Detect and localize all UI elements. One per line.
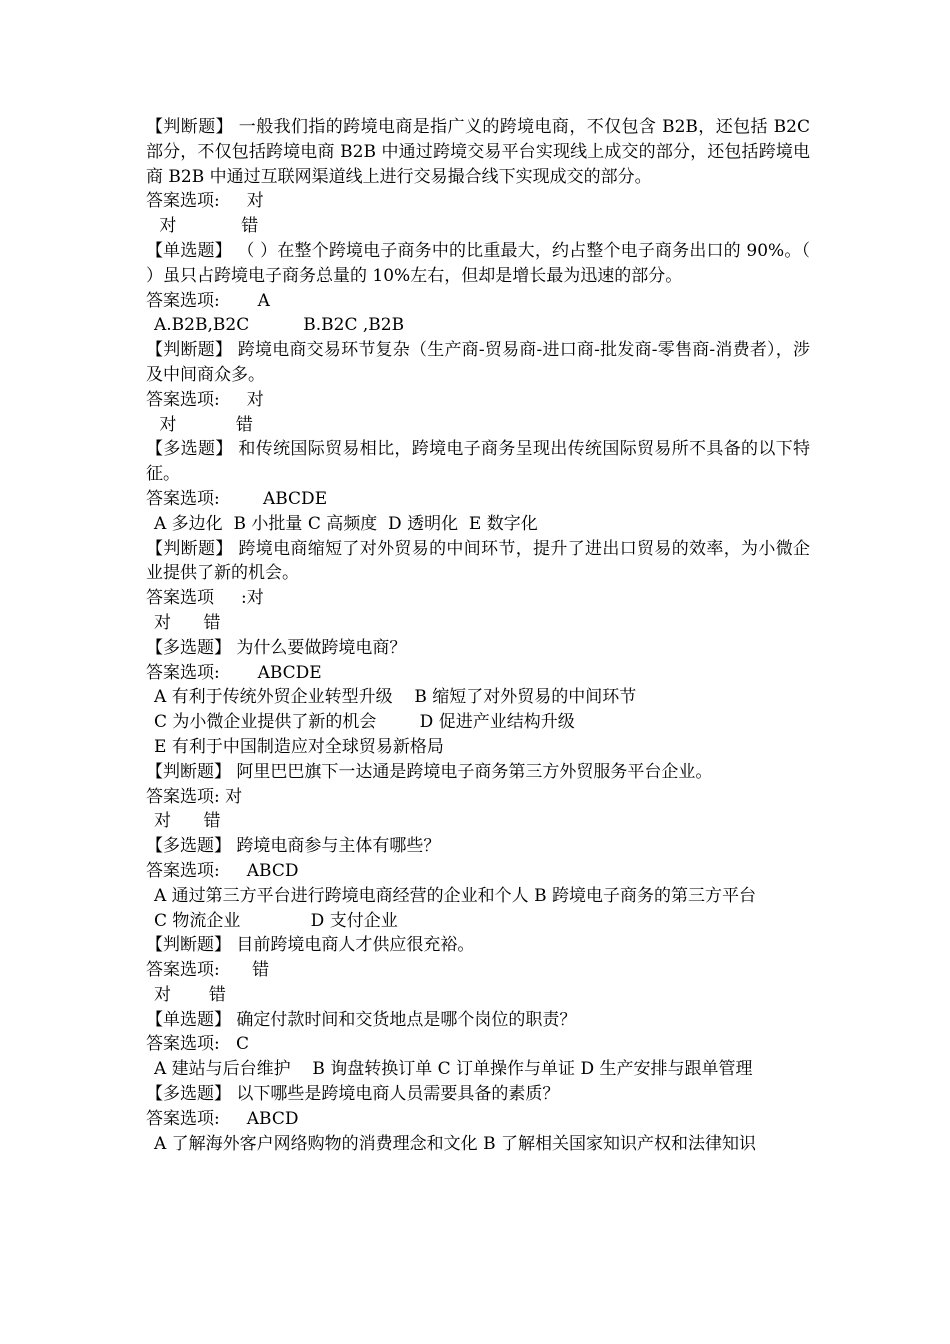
option: B 了解相关国家知识产权和法律知识 [483,1133,756,1154]
option: C 高频度 [307,513,378,534]
answer-label: 答案选项: [146,860,220,881]
options-1 [146,214,810,239]
option: A 有利于传统外贸企业转型升级 [154,687,393,708]
option: E 有利于中国制造应对全球贸易新格局 [154,736,444,757]
options-11 [146,1132,810,1157]
option: B 询盘转换订单 [312,1059,433,1080]
question-type: 【判断题】 [146,117,233,137]
answer-9 [146,958,810,983]
option: C 为小微企业提供了新的机会 [154,712,377,733]
option: 对 [154,612,171,633]
question-text: 为什么要做跨境电商？ [236,637,407,658]
question-3 [146,338,810,388]
question-type: 【单选题】 [146,240,232,261]
answer-7 [146,785,810,810]
option: D 生产安排与跟单管理 [580,1059,753,1080]
answer-value: 对 [246,191,264,212]
question-type: 【多选题】 [146,836,231,857]
question-8 [146,834,810,859]
answer-label: 答案选项: [146,662,220,683]
option: 对 [159,216,177,237]
options-9 [146,983,810,1008]
options-2 [146,313,810,338]
options-6a [146,685,810,710]
option: 对 [154,984,171,1005]
option: C 订单操作与单证 [437,1059,576,1080]
answer-4 [146,487,810,512]
options-8a [146,884,810,909]
question-text: 跨境电商缩短了对外贸易的中间环节，提升了进出口贸易的效率，为小微企业提供了新的机会。 [146,538,810,584]
options-8b [146,909,810,934]
question-text: 跨境电商交易环节复杂（生产商-贸易商-进口商-批发商-零售商-消费者），涉及中间商众多。 [146,340,810,385]
answer-1 [146,189,810,214]
answer-label: 答案选项: [146,1108,220,1129]
answer-value: 对 [246,389,264,410]
answer-value: :对 [241,588,264,609]
option: D 支付企业 [310,910,398,931]
question-type: 【多选题】 [146,637,231,658]
option: C 物流企业 [154,910,241,931]
question-7 [146,760,810,785]
option: A 了解海外客户网络购物的消费理念和文化 [154,1133,478,1154]
question-2 [146,239,810,289]
question-text: 跨境电商参与主体有哪些？ [236,836,441,857]
option: B 缩短了对外贸易的中间环节 [414,687,637,708]
question-1 [146,115,810,189]
answer-10 [146,1032,810,1057]
option: D 透明化 [388,513,459,534]
answer-label: 答案选项: [146,290,220,311]
answer-label: 答案选项: [146,786,220,807]
question-text: 一般我们指的跨境电商是指广义的跨境电商，不仅包含 B2B，还包括 B2C 部分，不仅包括跨境电商 B2B 中通过跨境交易平台实现线上成交的部分，还包括跨境电商 B2B 中通过互联网渠道线上进行交易撮合线下实现成交的部分。 [146,117,810,187]
options-5 [146,611,810,636]
answer-label: 答案选项: [146,389,220,410]
answer-label: 答案选项: [146,960,220,981]
answer-value: 对 [225,786,243,807]
question-text: 确定付款时间和交货地点是哪个岗位的职责？ [236,1009,577,1030]
option: 错 [241,216,259,237]
options-7 [146,809,810,834]
question-4 [146,437,810,487]
question-9 [146,933,810,958]
question-6 [146,636,810,661]
option: 错 [203,811,221,832]
question-text: 阿里巴巴旗下一达通是跨境电子商务第三方外贸服务平台企业。 [236,761,713,782]
option: A.B2B,B2C [154,315,250,336]
answer-value: C [235,1034,249,1055]
question-type: 【多选题】 [146,1084,231,1105]
option: B 小批量 [233,513,303,534]
option: 对 [159,414,177,435]
answer-value: A [257,290,270,311]
question-type: 【单选题】 [146,1009,231,1030]
question-text: 和传统国际贸易相比，跨境电子商务呈现出传统国际贸易所不具备的以下特征。 [146,439,810,485]
answer-value: ABCDE [262,488,328,509]
option: 错 [208,984,226,1005]
question-type: 【判断题】 [146,340,233,361]
option: B 跨境电子商务的第三方平台 [534,885,756,906]
answer-label: 答案选项 [146,588,214,609]
answer-3 [146,388,810,413]
answer-value: ABCDE [257,662,322,683]
answer-label: 答案选项: [146,488,220,509]
question-type: 【多选题】 [146,439,233,460]
question-type: 【判断题】 [146,935,231,956]
option: A 建站与后台维护 [154,1059,291,1080]
answer-6 [146,661,810,686]
answer-2 [146,289,810,314]
option: 错 [235,414,253,435]
answer-label: 答案选项: [146,1034,220,1055]
answer-label: 答案选项: [146,191,220,212]
question-text: （ ）在整个跨境电子商务中的比重最大，约占整个电子商务出口的 90%。（ ）虽只占跨境电子商务总量的 10%左右，但却是增长最为迅速的部分。 [146,240,810,286]
question-text: 目前跨境电商人才供应很充裕。 [236,935,475,956]
option: B.B2C ,B2B [303,315,405,336]
answer-8 [146,859,810,884]
answer-5 [146,586,810,611]
option: 对 [154,811,171,832]
option: E 数字化 [468,513,538,534]
answer-value: ABCD [246,1108,299,1129]
options-3 [146,413,810,438]
answer-value: ABCD [246,860,299,881]
option: A 多边化 [154,513,223,534]
option: 错 [203,612,221,633]
question-5 [146,537,810,587]
options-6b [146,710,810,735]
answer-11 [146,1107,810,1132]
options-4 [146,512,810,537]
question-type: 【判断题】 [146,761,231,782]
question-11 [146,1082,810,1107]
question-text: 以下哪些是跨境电商人员需要具备的素质？ [236,1084,560,1105]
options-10 [146,1057,810,1082]
option: A 通过第三方平台进行跨境电商经营的企业和个人 [154,885,529,906]
question-type: 【判断题】 [146,538,233,559]
option: D 促进产业结构升级 [419,712,575,733]
answer-value: 错 [252,960,270,981]
options-6c [146,735,810,760]
question-10 [146,1008,810,1033]
